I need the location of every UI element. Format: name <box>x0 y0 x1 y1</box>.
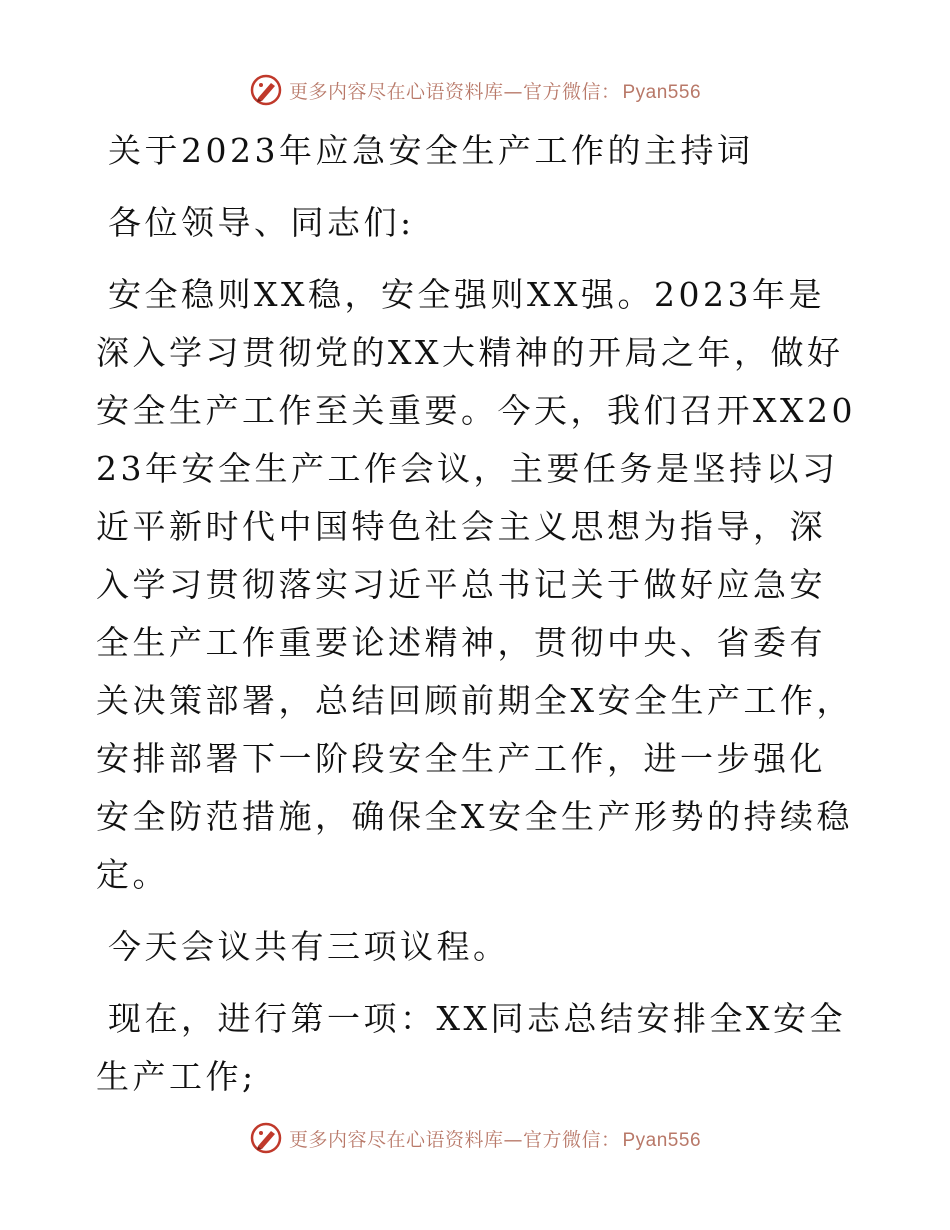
agenda-item-1: 现在，进行第一项：XX同志总结安排全X安全生产工作; <box>96 999 846 1096</box>
pen-logo-icon <box>249 1121 283 1155</box>
pen-logo-icon <box>249 73 283 107</box>
document-title: 关于2023年应急安全生产工作的主持词 <box>108 131 754 170</box>
greeting: 各位领导、同志们: <box>108 203 415 242</box>
watermark-text: 更多内容尽在心语资料库—官方微信： Pyan556 <box>288 80 702 103</box>
opening-paragraph: 安全稳则XX稳，安全强则XX强。2023年是深入学习贯彻党的XX大精神的开局之年，做好安全生产工作至关重要。今天，我们召开XX2023年安全生产工作会议，主要任务是坚持以习近平新时代中国特色社会主义思想为指导，深入学习贯彻落实习近平总书记关于做好应急安全生产工作重要论述精神，贯彻中央、省委有关决策部署，总结回顾前期全X安全生产工作，安排部署下一阶段安全生产工作，进一步强化安全防范措施，确保全X安全生产形势的持续稳定。 <box>96 275 856 894</box>
watermark-text: 更多内容尽在心语资料库—官方微信： Pyan556 <box>288 1128 702 1151</box>
agenda-paragraph: 今天会议共有三项议程。 <box>108 927 510 966</box>
watermark-id: Pyan556 <box>622 81 702 103</box>
header-watermark <box>0 70 950 110</box>
watermark-id: Pyan556 <box>622 1129 702 1151</box>
footer-watermark <box>0 1118 950 1158</box>
document-body <box>96 122 856 1106</box>
